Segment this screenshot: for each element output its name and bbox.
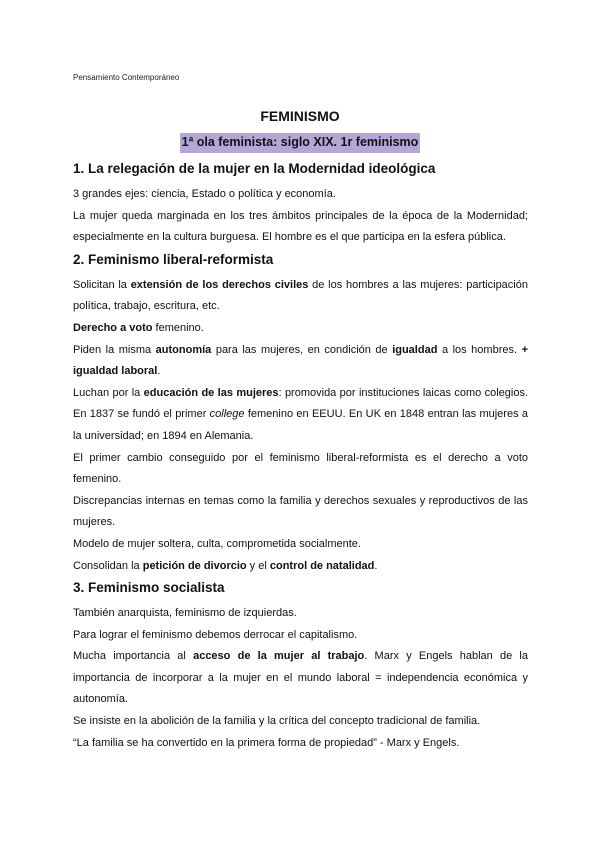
paragraph — [73, 383, 528, 448]
document-body — [73, 160, 528, 756]
text-run: para las mujeres, en condición de — [211, 343, 393, 356]
paragraph — [73, 556, 528, 578]
paragraph — [73, 534, 528, 556]
paragraph — [73, 206, 528, 249]
bold-text: Derecho a voto — [73, 321, 153, 334]
bold-text: petición de divorcio — [142, 559, 247, 572]
bold-text: control de natalidad — [269, 559, 375, 572]
text-run: : promovida por instituciones laicas como colegios. En 1837 se fundó el primer — [73, 386, 529, 421]
text-run: . Marx y Engels hablan de la importancia de incorporar a la mujer en el mundo laboral = independencia económica y autonomía. — [73, 650, 528, 706]
italic-text: college — [209, 408, 245, 421]
text-run: femenino en EEUU. En UK en 1848 entran las mujeres a la universidad; en 1894 en Alemania. — [73, 408, 528, 442]
running-header: Pensamiento Contemporáneo — [73, 73, 180, 82]
text-run: Modelo de mujer soltera, culta, comprometida socialmente. — [73, 537, 361, 550]
paragraph — [73, 184, 528, 206]
document-title: FEMINISMO — [260, 108, 340, 124]
paragraph — [73, 318, 528, 340]
text-run: Piden la misma — [73, 343, 156, 356]
text-run: Luchan por la — [73, 386, 144, 399]
text-run: de los hombres a las mujeres: participación política, trabajo, escritura, etc. — [73, 278, 528, 313]
paragraph — [73, 448, 528, 491]
subtitle-wrapper — [0, 133, 600, 153]
bold-text: acceso de la mujer al trabajo — [193, 650, 365, 663]
text-run: Para lograr el feminismo debemos derrocar el capitalismo. — [73, 628, 358, 641]
paragraph — [73, 340, 528, 383]
text-run: . — [157, 365, 161, 378]
paragraph — [73, 733, 528, 755]
paragraph — [73, 491, 528, 534]
text-run: Discrepancias internas en temas como la familia y derechos sexuales y reproductivos de las mujeres. — [73, 494, 528, 529]
section-heading: 2. Feminismo liberal-reformista — [73, 251, 274, 267]
text-run: La mujer queda marginada en los tres ámbitos principales de la época de la Modernidad; especialmente en la cultura burguesa. El hombre es el que participa en la esfera pública. — [73, 209, 528, 244]
text-run: a los hombres. — [437, 343, 522, 356]
bold-text: autonomía — [155, 343, 212, 356]
section-heading: 1. La relegación de la mujer en la Modernidad ideológica — [73, 161, 436, 176]
text-run: El primer cambio conseguido por el feminismo liberal-reformista es el derecho a voto femenino. — [73, 451, 528, 486]
paragraph — [73, 646, 528, 711]
paragraph — [73, 603, 528, 625]
text-run: 3 grandes ejes: ciencia, Estado o política y economía. — [73, 188, 336, 200]
text-run: . — [374, 559, 378, 572]
paragraph — [73, 625, 528, 647]
text-run: Solicitan la — [73, 278, 131, 291]
text-run: Consolidan la — [73, 559, 143, 572]
bold-text: igualdad — [392, 343, 438, 356]
bold-text: + igualdad laboral — [73, 343, 528, 378]
highlighted-subtitle: 1ª ola feminista: siglo XIX. 1r feminismo — [180, 133, 421, 153]
bold-text: educación de las mujeres — [143, 386, 279, 399]
text-run: femenino. — [152, 321, 204, 334]
paragraph — [73, 275, 528, 318]
bold-text: extensión de los derechos civiles — [130, 278, 309, 291]
text-run: También anarquista, feminismo de izquierdas. — [73, 607, 297, 620]
text-run: “La familia se ha convertido en la primera forma de propiedad” - Marx y Engels. — [73, 736, 460, 749]
text-run: Se insiste en la abolición de la familia y la crítica del concepto tradicional de familia. — [73, 715, 481, 728]
text-run: Mucha importancia al — [73, 650, 194, 663]
paragraph — [73, 711, 528, 733]
text-run: y el — [246, 559, 270, 572]
section-heading: 3. Feminismo socialista — [73, 580, 225, 596]
